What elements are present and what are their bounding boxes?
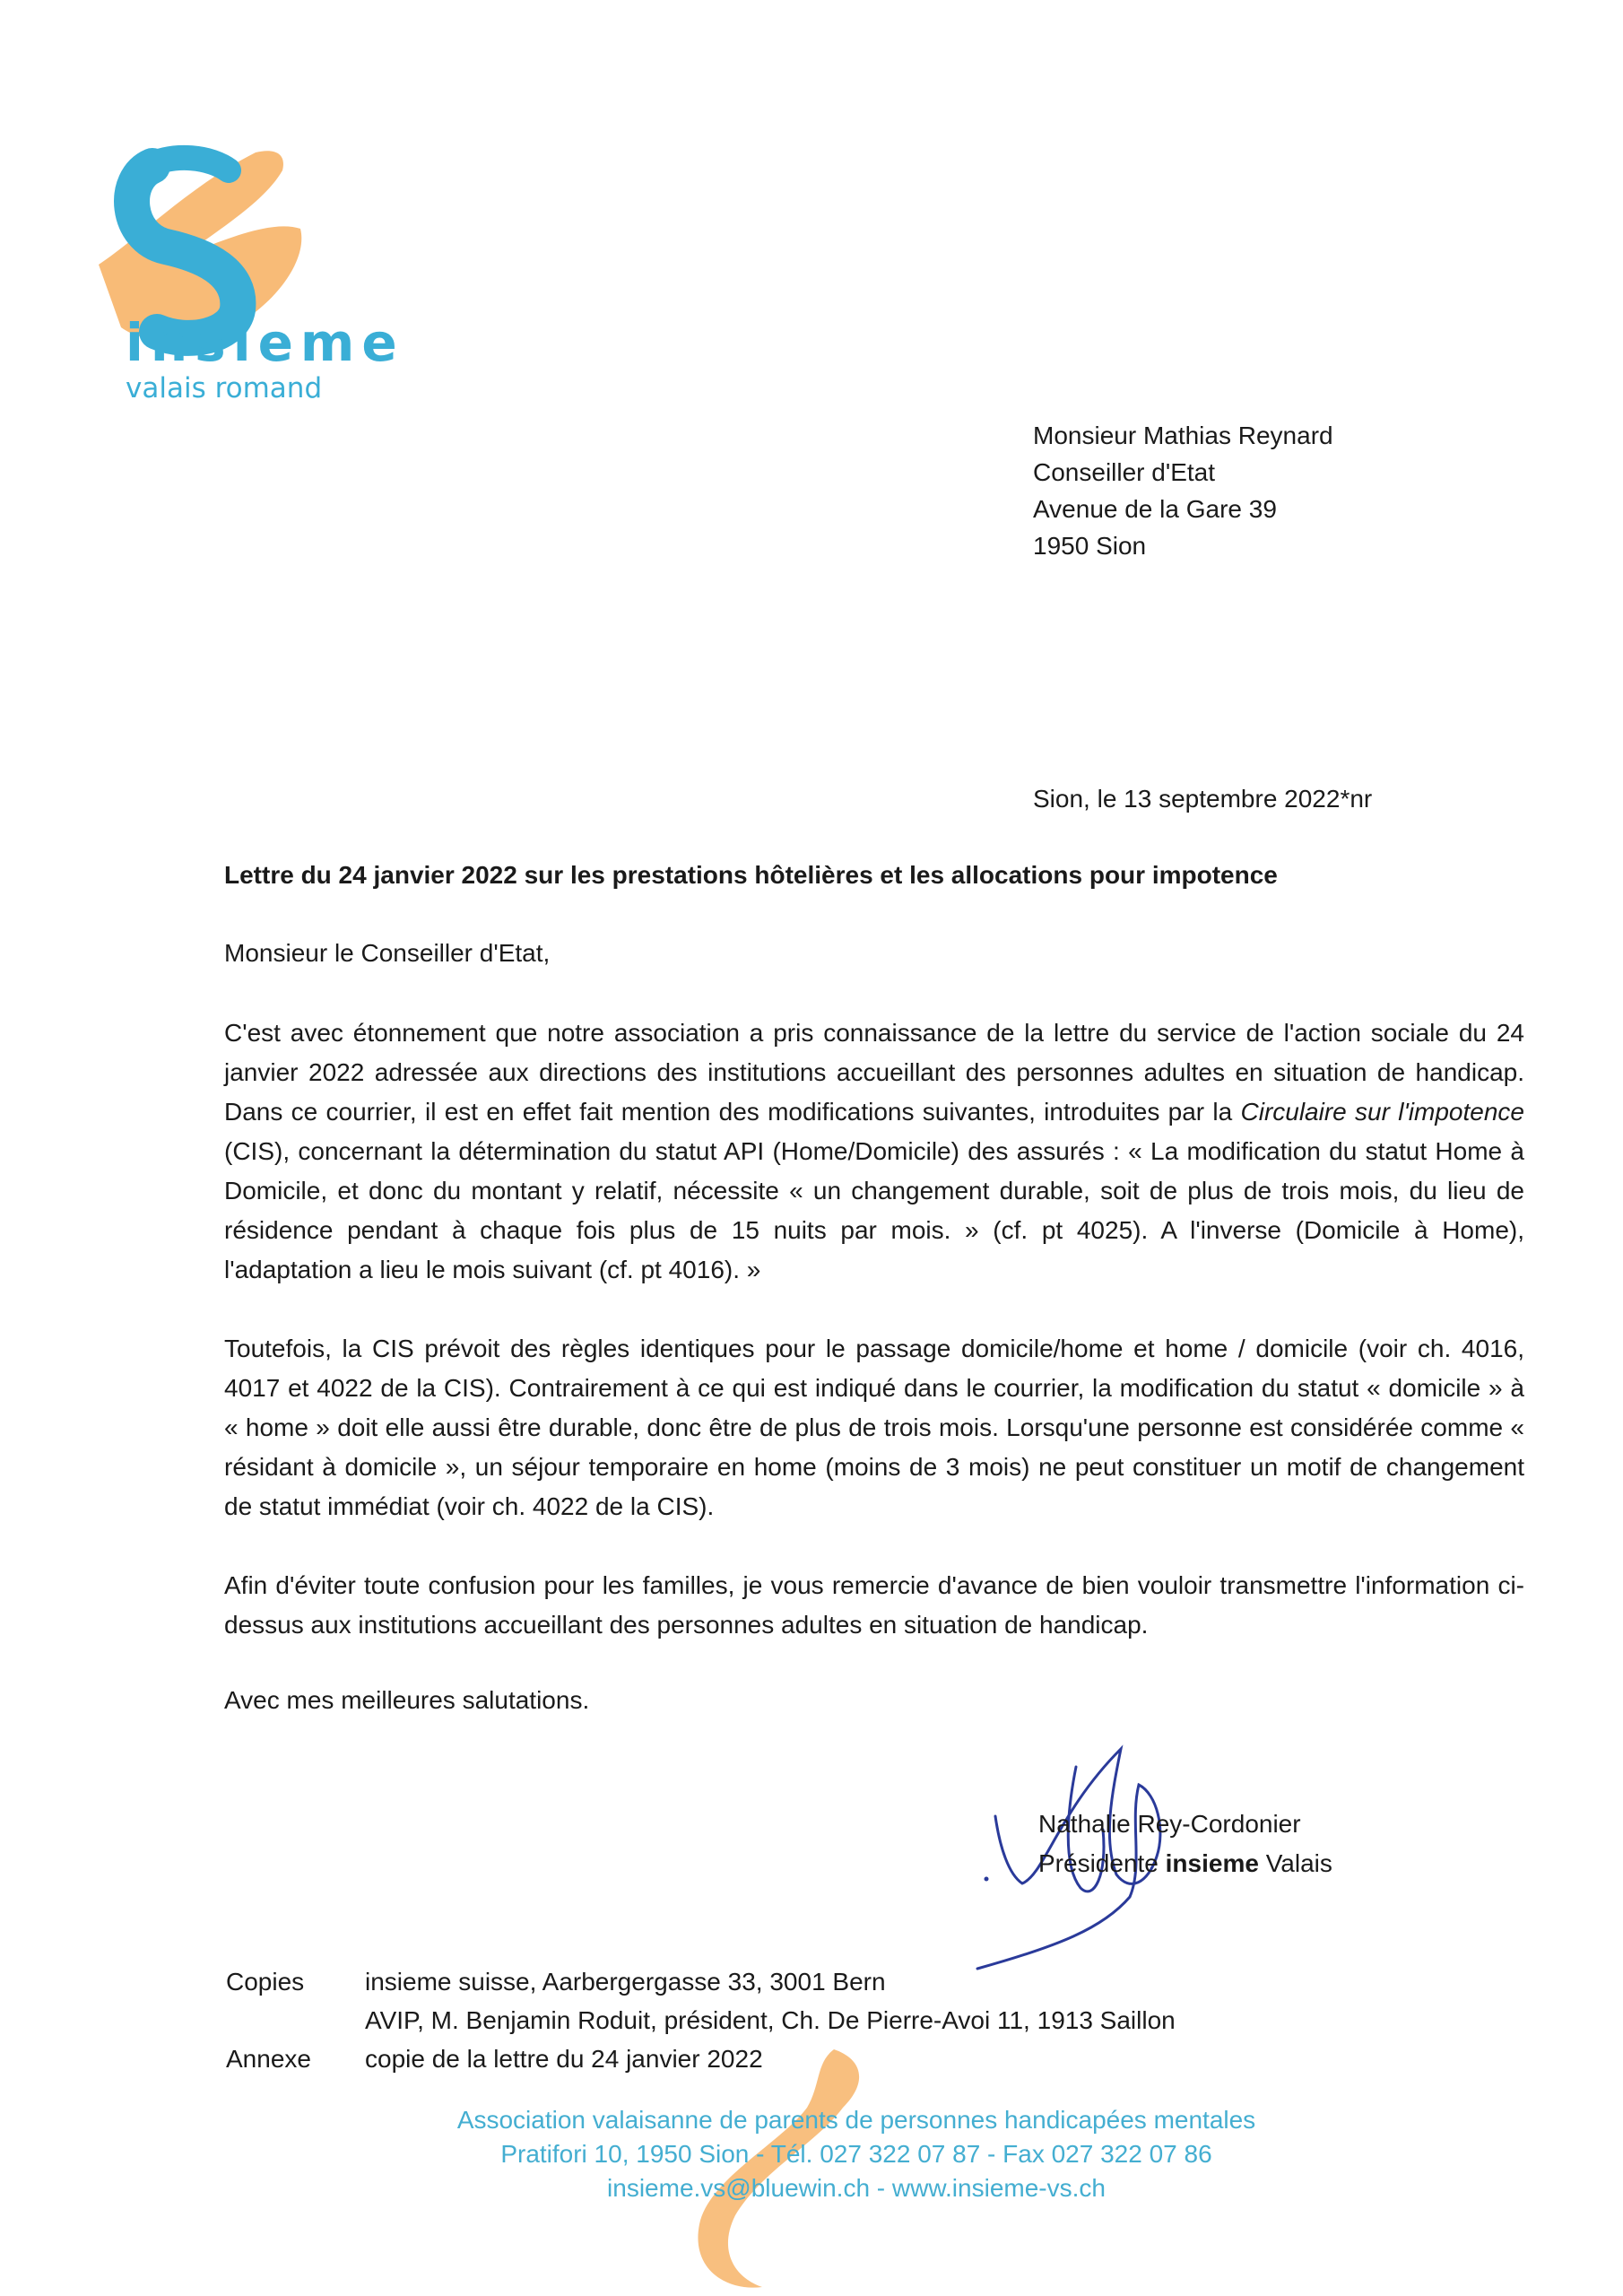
copies-recipient: insieme suisse, Aarbergergasse 33, 3001 Bern bbox=[365, 1968, 886, 1996]
body-paragraph-2: Toutefois, la CIS prévoit des règles identiques pour le passage domicile/home et home / domicile (voir ch. 4016, 4017 et 4022 de la CIS). Contrairement à ce qui est indiqué dans le courrier, la modification du statut « domicile » à « home » doit elle aussi être durable, donc être de plus de trois mois. Lorsqu'une personne est considérée comme « résidant à domicile », un séjour temporaire en home (moins de 3 mois) ne peut constituer un motif de changement de statut immédiat (voir ch. 4022 de la CIS). bbox=[224, 1335, 1524, 1520]
logo-name: insieme bbox=[126, 312, 404, 373]
footer-association: Association valaisanne de parents de personnes handicapées mentales bbox=[456, 2106, 1256, 2134]
recipient-line: Avenue de la Gare 39 bbox=[1033, 495, 1277, 523]
letter-subject: Lettre du 24 janvier 2022 sur les prestations hôtelières et les allocations pour impotence bbox=[224, 861, 1278, 889]
letter-body bbox=[224, 1013, 1524, 1684]
insieme-logo bbox=[85, 130, 404, 417]
body-paragraph-1: C'est avec étonnement que notre association a pris connaissance de la lettre du service de l'action sociale du 24 janvier 2022 adressée aux directions des institutions accueillant des personnes adultes en situation de handicap. Dans ce courrier, il est en effet fait mention des modifications suivantes, introduites par la Circulaire sur l'impotence (CIS), concernant la détermination du statut API (Home/Domicile) des assurés : « La modification du statut Home à Domicile, et donc du montant y relatif, nécessite « un changement durable, soit de plus de trois mois, du lieu de résidence pendant à chaque fois plus de 15 nuits par mois. » (cf. pt 4025). A l'inverse (Domicile à Home), l'adaptation a lieu le mois suivant (cf. pt 4016). » bbox=[224, 1019, 1524, 1283]
body-paragraph-3: Afin d'éviter toute confusion pour les familles, je vous remercie d'avance de bien vouloir transmettre l'information ci-dessus aux institutions accueillant des personnes adultes en situation de handicap. bbox=[224, 1571, 1524, 1639]
footer-contact: Pratifori 10, 1950 Sion - Tél. 027 322 07 87 - Fax 027 322 07 86 bbox=[500, 2140, 1212, 2168]
recipient-line: Conseiller d'Etat bbox=[1033, 458, 1215, 486]
signer-title: Présidente insieme Valais bbox=[1038, 1849, 1332, 1877]
closing: Avec mes meilleures salutations. bbox=[224, 1686, 590, 1714]
letter-date: Sion, le 13 septembre 2022*nr bbox=[1033, 785, 1373, 813]
signer-name: Nathalie Rey-Cordonier bbox=[1038, 1810, 1301, 1838]
copies-recipient: AVIP, M. Benjamin Roduit, président, Ch. De Pierre-Avoi 11, 1913 Saillon bbox=[365, 2006, 1176, 2034]
letterhead-footer bbox=[224, 2103, 1488, 2205]
annex-label: Annexe bbox=[226, 2045, 311, 2073]
recipient-address bbox=[1033, 417, 1333, 564]
copies-row bbox=[226, 1962, 1176, 2001]
recipient-line: Monsieur Mathias Reynard bbox=[1033, 422, 1333, 449]
salutation: Monsieur le Conseiller d'Etat, bbox=[224, 939, 551, 967]
copies-label: Copies bbox=[226, 1968, 305, 1996]
footer-web: insieme.vs@bluewin.ch - www.insieme-vs.ch bbox=[607, 2174, 1106, 2202]
copies-row bbox=[226, 2001, 1176, 2039]
recipient-line: 1950 Sion bbox=[1033, 532, 1147, 560]
logo-subtitle: valais romand bbox=[126, 372, 323, 404]
signer-block bbox=[1038, 1805, 1332, 1883]
annex-text: copie de la lettre du 24 janvier 2022 bbox=[365, 2045, 763, 2073]
